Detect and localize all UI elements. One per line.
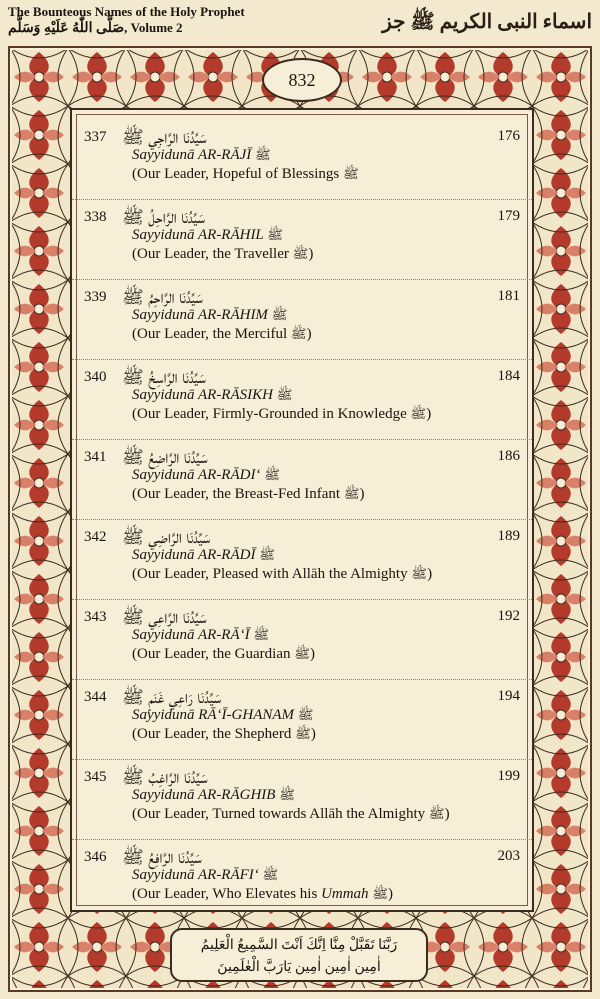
volume-label: , Volume 2 xyxy=(124,20,183,35)
list-item xyxy=(72,120,532,200)
entry-meaning: (Our Leader, the Guardian xyxy=(132,646,291,662)
honorific-arabic: ﷺ xyxy=(428,806,445,821)
text-panel xyxy=(70,108,534,912)
entry-transliteration: Sayyidunā AR-RĀHIL xyxy=(132,227,264,243)
entry-transliteration: Sayyidunā AR-RĀ‘Ī xyxy=(132,627,250,643)
entry-meaning: (Our Leader, the Breast-Fed Infant xyxy=(132,486,341,502)
honorific-arabic: ﷺ xyxy=(292,246,309,261)
honorific-arabic: ﷺ xyxy=(279,787,295,802)
entry-arabic: سَيِّدُنَا الرَّاغِبُ ﷺ xyxy=(122,767,208,787)
entry-meaning: (Our Leader, the Merciful xyxy=(132,326,288,342)
list-item xyxy=(72,440,532,520)
entry-reference: 186 xyxy=(497,448,520,464)
honorific-arabic: ﷺ xyxy=(372,886,389,901)
entry-arabic: سَيِّدُنَا الرَّاجِي ﷺ xyxy=(122,127,207,147)
entry-number: 343 xyxy=(84,608,107,625)
entry-meaning: (Our Leader, the Traveller xyxy=(132,246,289,262)
volume-line xyxy=(8,20,278,37)
entry-number: 339 xyxy=(84,288,107,305)
honorific-arabic: ﷺ xyxy=(259,547,275,562)
honorific-arabic: ﷺ xyxy=(290,326,307,341)
entry-arabic: سَيِّدُنَا الرَّاضِي ﷺ xyxy=(122,527,211,547)
list-item xyxy=(72,840,532,920)
entry-arabic: سَيِّدُنَا الرَّاحِمُ ﷺ xyxy=(122,287,203,307)
entry-number: 345 xyxy=(84,768,107,785)
list-item xyxy=(72,520,532,600)
closing-paren: ) xyxy=(359,486,365,502)
closing-paren: ) xyxy=(308,246,314,262)
honorific-arabic: ﷺ xyxy=(276,387,293,402)
closing-paren: ) xyxy=(388,886,394,902)
honorific-arabic: ﷺ xyxy=(410,406,427,421)
entry-transliteration: Sayyidunā AR-RĀDI‘ xyxy=(132,467,261,483)
page-number-badge: 832 xyxy=(262,58,342,102)
list-item xyxy=(72,600,532,680)
honorific-arabic: ﷺ xyxy=(411,566,428,581)
entry-reference: 203 xyxy=(497,848,520,864)
list-item xyxy=(72,360,532,440)
closing-paren: ) xyxy=(444,806,450,822)
entry-number: 338 xyxy=(84,208,107,225)
entry-number: 337 xyxy=(84,128,107,145)
entry-number: 342 xyxy=(84,528,107,545)
list-item xyxy=(72,680,532,760)
entry-meaning: (Our Leader, Who Elevates his xyxy=(132,886,322,902)
honorific-arabic: ﷺ xyxy=(271,307,288,322)
footer-prayer-cartouche xyxy=(170,928,428,982)
closing-paren: ) xyxy=(426,406,432,422)
closing-paren: ) xyxy=(427,566,433,582)
entry-number: 340 xyxy=(84,368,107,385)
footer-prayer-line1: رَبَّنَا تَقَبَّلْ مِنَّا اِنَّكَ اَنْتَ السَّمِيعُ الْعَلِيمُ xyxy=(200,938,398,953)
entry-meaning: (Our Leader, Firmly-Grounded in Knowledge xyxy=(132,406,407,422)
honorific-arabic: ﷺ xyxy=(267,227,283,242)
honorific-arabic: ﷺ xyxy=(255,147,271,162)
entry-transliteration: Sayyidunā RĀ‘Ī-GHANAM xyxy=(132,707,295,723)
honorific-arabic: ﷺ xyxy=(295,726,311,741)
book-title: The Bounteous Names of the Holy Prophet xyxy=(8,4,245,19)
entry-arabic: سَيِّدُنَا الرَّاضِعُ ﷺ xyxy=(122,447,208,467)
ornamental-frame xyxy=(8,46,592,992)
entry-meaning: (Our Leader, Pleased with Allāh the Almighty xyxy=(132,566,408,582)
entry-meaning-italic: Ummah xyxy=(321,886,369,902)
running-header-left xyxy=(8,4,278,37)
entry-transliteration: Sayyidunā AR-RĀSIKH xyxy=(132,387,273,403)
footer-prayer-line2: اٰمِين اٰمِين اٰمِين يَارَبَّ الْعٰلَمِينَ xyxy=(217,960,381,975)
entry-reference: 181 xyxy=(497,288,520,304)
entry-arabic: سَيِّدُنَا الرَّاحِلُ ﷺ xyxy=(122,207,205,227)
closing-paren: ) xyxy=(306,326,312,342)
honorific-arabic: ﷺ xyxy=(294,646,310,661)
entry-arabic: سَيِّدُنَا الرَّافِعُ ﷺ xyxy=(122,847,202,867)
entry-reference: 194 xyxy=(497,688,520,704)
closing-paren: ) xyxy=(310,726,316,742)
entry-reference: 184 xyxy=(497,368,520,384)
entry-reference: 176 xyxy=(497,128,520,144)
entry-number: 341 xyxy=(84,448,107,465)
entry-arabic: سَيِّدُنَا الرَّاسِخُ ﷺ xyxy=(122,367,206,387)
entry-number: 344 xyxy=(84,688,107,705)
honorific-arabic: ﷺ xyxy=(343,166,359,181)
entry-meaning: (Our Leader, Turned towards Allāh the Almighty xyxy=(132,806,426,822)
entry-transliteration: Sayyidunā AR-RĀGHIB xyxy=(132,787,276,803)
honorific-arabic: ﷺ xyxy=(253,627,270,642)
names-list xyxy=(72,120,532,920)
entry-transliteration: Sayyidunā AR-RĀDĪ xyxy=(132,547,256,563)
entry-transliteration: Sayyidunā AR-RĀHIM xyxy=(132,307,268,323)
running-header-arabic: اسماء النبی الکریم ﷺ جز xyxy=(382,11,592,33)
list-item xyxy=(72,760,532,840)
entry-transliteration: Sayyidunā AR-RĀFI‘ xyxy=(132,867,259,883)
entry-transliteration: Sayyidunā AR-RĀJĪ xyxy=(132,147,252,163)
list-item xyxy=(72,280,532,360)
entry-reference: 189 xyxy=(497,528,520,544)
honorific-arabic: ﷺ xyxy=(343,486,360,501)
entry-arabic: سَيِّدُنَا الرَّاعِي ﷺ xyxy=(122,607,207,627)
list-item xyxy=(72,200,532,280)
honorific-arabic: ﷺ xyxy=(264,467,280,482)
entry-reference: 192 xyxy=(497,608,520,624)
honorific-arabic: صَلَّى اللّٰهُ عَلَيْهِ وَسَلَّم xyxy=(8,21,125,36)
entry-number: 346 xyxy=(84,848,107,865)
entry-arabic: سَيِّدُنَا رَاعِي غَنَمٍ ﷺ xyxy=(122,687,222,707)
entry-meaning: (Our Leader, Hopeful of Blessings xyxy=(132,166,340,182)
entry-meaning: (Our Leader, the Shepherd xyxy=(132,726,292,742)
honorific-arabic: ﷺ xyxy=(262,867,279,882)
honorific-arabic: ﷺ xyxy=(297,707,314,722)
entry-reference: 199 xyxy=(497,768,520,784)
closing-paren: ) xyxy=(309,646,315,662)
entry-reference: 179 xyxy=(497,208,520,224)
